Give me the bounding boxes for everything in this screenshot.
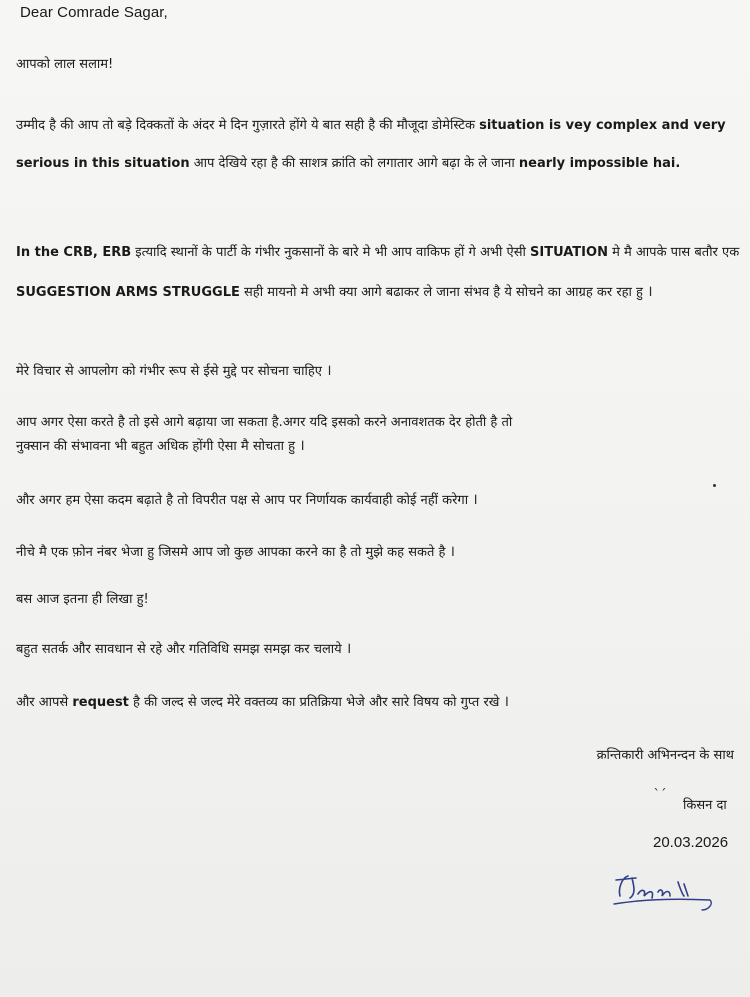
danda-mark: । [503, 692, 510, 710]
closing-line: क्रन्तिकारी अभिनन्दन के साथ [596, 748, 734, 763]
paragraph-2 [16, 234, 741, 312]
danda-mark: । [449, 542, 456, 560]
paragraph-4-line-2 [16, 435, 305, 455]
paragraph-6 [16, 541, 455, 561]
paragraph-6-text: नीचे मै एक फ़ोन नंबर भेजा हु जिसमे आप जो कुछ आपका करने का है तो मुझे कह सकते है [16, 545, 446, 560]
handwritten-signature [598, 860, 728, 920]
paragraph-1-text-b: situation is vey complex and very serious in this situation [16, 118, 726, 171]
letter-date: 20.03.2026 [653, 834, 729, 851]
ink-dot [713, 484, 716, 487]
greeting-line: Dear Comrade Sagar, [20, 4, 168, 21]
paragraph-2-text-b: इत्यादि स्थानों के पार्टी के गंभीर नुकसानों के बारे मे भी आप वाकिफ हों गे अभी ऐसी [131, 245, 531, 260]
danda-mark: । [299, 436, 305, 454]
paragraph-1-text-d: nearly impossible hai. [518, 156, 681, 171]
danda-mark: । [646, 282, 653, 300]
paragraph-9-text-c: है की जल्द से जल्द मेरे वक्तव्य का प्रतिक्रिया भेजे और सारे विषय को गुप्त रखे [128, 695, 500, 710]
paragraph-2-text-c: SITUATION [530, 245, 608, 260]
paragraph-9-text-b: request [72, 695, 129, 710]
paragraph-8-text: बहुत सतर्क और सावधान से रहे और गतिविधि समझ समझ कर चलाये [16, 642, 342, 657]
paragraph-4-line-1: आप अगर ऐसा करते है तो इसे आगे बढ़ाया जा सकता है.अगर यदि इसको करने अनावशतक देर होती है तो [16, 415, 513, 430]
paragraph-1-text-a: उम्मीद है की आप तो बड़े दिक्कतों के अंदर मे दिन गुज़ारते होंगे ये बात सही है की मौजूदा डोमेस्टिक [16, 118, 480, 133]
pen-tick-mark: ̀ˊ [660, 788, 667, 803]
paragraph-3 [16, 360, 332, 380]
danda-mark: । [325, 361, 332, 379]
paragraph-2-text-a: In the CRB, ERB [16, 245, 132, 260]
salutation-line: आपको लाल सलाम! [16, 57, 114, 72]
paragraph-9 [16, 691, 509, 711]
danda-mark: । [472, 490, 478, 508]
paragraph-3-text: मेरे विचार से आपलोग को गंभीर रूप से ईसे मुद्दे पर सोचना चाहिए [16, 364, 322, 379]
paragraph-8 [16, 638, 351, 658]
paragraph-1-text-c: आप देखिये रहा है की साशत्र क्रांति को लगातार आगे बढ़ा के ले जाना [189, 156, 519, 171]
paragraph-1 [16, 107, 741, 183]
paragraph-2-text-f: सही मायनो मे अभी क्या आगे बढाकर ले जाना संभव है ये सोचने का आग्रह कर रहा हु [239, 285, 643, 300]
paragraph-5-text: और अगर हम ऐसा कदम बढ़ाते है तो विपरीत पक्ष से आप पर निर्णायक कार्यवाही कोई नहीं करेगा [16, 493, 469, 508]
sender-name: किसन दा [683, 798, 727, 813]
paragraph-2-text-d: मे मै आपके पास बतौर एक [607, 245, 740, 260]
paragraph-2-text-e: SUGGESTION ARMS STRUGGLE [16, 285, 240, 300]
paragraph-7: बस आज इतना ही लिखा हु! [16, 592, 149, 607]
danda-mark: । [345, 639, 352, 657]
paragraph-5 [16, 489, 478, 509]
paragraph-9-text-a: और आपसे [16, 695, 73, 710]
paragraph-4-line-2-text: नुक्सान की संभावना भी बहुत अधिक होंगी ऐसा मै सोचता हु [16, 439, 296, 454]
